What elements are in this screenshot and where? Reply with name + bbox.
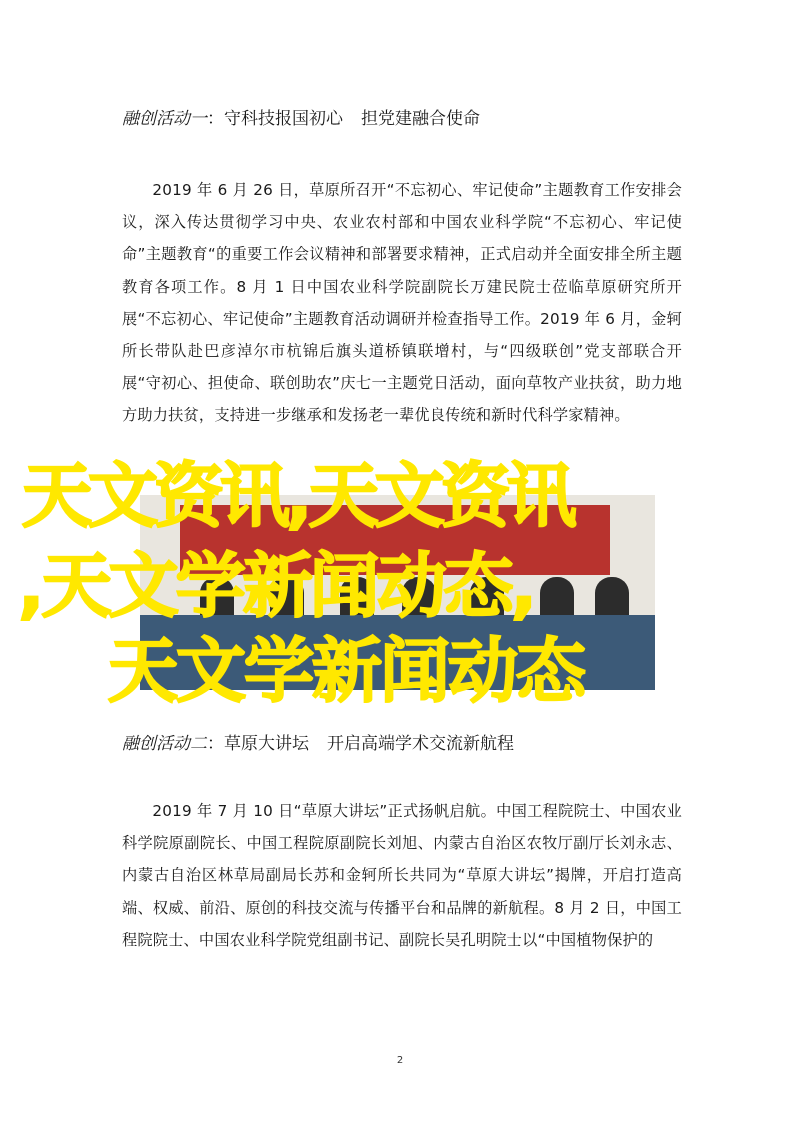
page-number: 2: [396, 1055, 404, 1066]
section-1-tag: 融创活动一: [122, 109, 207, 129]
section-1-heading: [122, 108, 480, 130]
section-2-tag: 融创活动二: [122, 734, 207, 754]
section-2-title-b: 开启高端学术交流新航程: [327, 734, 514, 754]
section-2-colon: ：: [207, 734, 224, 754]
watermark-line-1: 天文资讯,天文资讯: [22, 455, 573, 537]
section-1-body: 2019 年 6 月 26 日，草原所召开“不忘初心、牢记使命”主题教育工作安排会议，深入传达贯彻学习中央、农业农村部和中国农业科学院“不忘初心、牢记使命”主题教育“的重要工作会议精神和部署要求精神，正式启动并全面安排全所主题教育各项工作。8 月 1 日中国农业科学院副院长万建民院士莅临草原研究所开展“不忘初心、牢记使命”主题教育活动调研并检查指导工作。2019 年 6 月，金轲所长带队赴巴彦淖尔市杭锦后旗头道桥镇联增村，与“四级联创”党支部联合开展“守初心、担使命、联创助农”庆七一主题党日活动，面向草牧产业扶贫，助力地方助力扶贫，支持进一步继承和发扬老一辈优良传统和新时代科学家精神。: [122, 181, 682, 425]
section-1-title-a: 守科技报国初心: [224, 109, 343, 129]
section-1-colon: ：: [207, 109, 224, 129]
watermark-line-2: ,天文学新闻动态,: [18, 545, 535, 627]
section-2-title-a: 草原大讲坛: [224, 734, 309, 754]
section-1-title-b: 担党建融合使命: [361, 109, 480, 129]
watermark-line-3: 天文学新闻动态: [108, 630, 584, 712]
section-2-heading: [122, 733, 514, 755]
section-2-body: 2019 年 7 月 10 日“草原大讲坛”正式扬帆启航。中国工程院院士、中国农业科学院原副院长、中国工程院原副院长刘旭、内蒙古自治区农牧厅副厅长刘永志、内蒙古自治区林草局副局长苏和金轲所长共同为“草原大讲坛”揭牌，开启打造高端、权威、前沿、原创的科技交流与传播平台和品牌的新航程。8 月 2 日，中国工程院院士、中国农业科学院党组副书记、副院长吴孔明院士以“中国植物保护的: [122, 802, 682, 949]
